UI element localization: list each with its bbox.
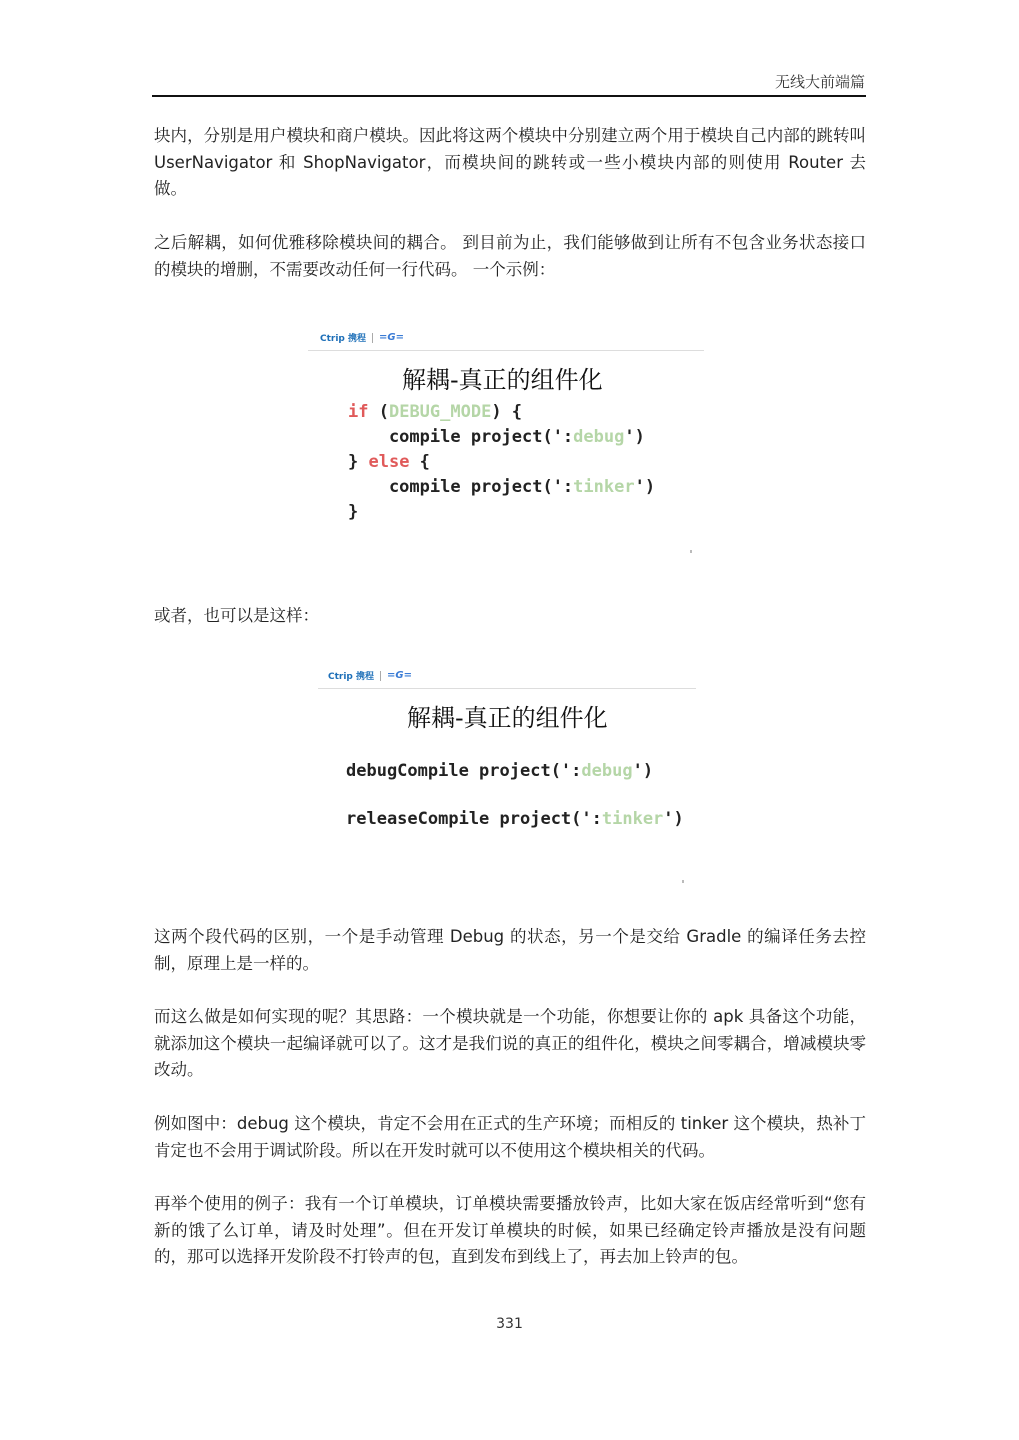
slide-logo <box>320 331 404 344</box>
code-line-release-compile: releaseCompile project(':tinker') <box>346 809 684 829</box>
slide-divider <box>308 350 704 351</box>
code-literal-tinker: tinker <box>573 477 635 497</box>
code-keyword-if: if <box>348 402 369 422</box>
page-header-title: 无线大前端篇 <box>774 73 865 91</box>
code-line: if (DEBUG_MODE) { <box>348 402 523 422</box>
slide-title: 解耦-真正的组件化 <box>402 366 603 394</box>
code-block <box>348 400 655 525</box>
code-line: } <box>348 502 359 522</box>
paragraph-intro: 块内，分别是用户模块和商户模块。因此将这两个模块中分别建立两个用于模块自己内部的跳转叫 UserNavigator 和 ShopNavigator，而模块间的跳转或一些小模块内部的则使用 Router 去做。 <box>154 126 866 198</box>
code-literal-debug: debug <box>573 427 625 447</box>
slide-title: 解耦-真正的组件化 <box>407 704 608 732</box>
paragraph-alternative: 或者，也可以是这样： <box>154 606 319 625</box>
code-keyword-else: else <box>368 452 410 472</box>
code-literal-debug: debug <box>581 761 633 781</box>
g-logo-icon: =G= <box>379 332 404 343</box>
code-line: compile project(':debug') <box>348 427 645 447</box>
code-line: } else { <box>348 452 430 472</box>
paragraph-order-example: 再举个使用的例子：我有一个订单模块，订单模块需要播放铃声，比如大家在饭店经常听到“您有新的饿了么订单，请及时处理”。但在开发订单模块的时候，如果已经确定铃声播放是没有问题的，那可以选择开发阶段不打铃声的包，直到发布到线上了，再去加上铃声的包。 <box>154 1194 866 1266</box>
code-literal-tinker: tinker <box>601 809 664 829</box>
g-logo-icon: =G= <box>387 670 412 681</box>
code-line-debug-compile: debugCompile project(':debug') <box>346 761 654 781</box>
slide-divider <box>318 688 696 689</box>
slide-logo <box>328 669 412 682</box>
slide-artifact-dot <box>682 880 684 883</box>
paragraph-example: 例如图中：debug 这个模块，肯定不会用在正式的生产环境；而相反的 tinker 这个模块，热补丁肯定也不会用于调试阶段。所以在开发时就可以不使用这个模块相关的代码。 <box>154 1114 866 1160</box>
ctrip-logo-icon: Ctrip 携程 <box>328 672 375 682</box>
paragraph-decoupling: 之后解耦，如何优雅移除模块间的耦合。 到目前为止，我们能够做到让所有不包含业务状态接口的模块的增删，不需要改动任何一行代码。 一个示例： <box>154 233 866 279</box>
logo-separator <box>380 671 381 681</box>
slide-image-1 <box>308 322 724 562</box>
code-debug-mode: DEBUG_MODE <box>388 402 492 422</box>
header-divider <box>152 95 866 97</box>
slide-artifact-dot <box>690 550 692 553</box>
paragraph-difference: 这两个段代码的区别，一个是手动管理 Debug 的状态，另一个是交给 Gradle 的编译任务去控制，原理上是一样的。 <box>154 927 866 973</box>
code-line: compile project(':tinker') <box>348 477 656 497</box>
page-number: 331 <box>496 1316 523 1332</box>
slide-image-2 <box>318 660 698 890</box>
paragraph-implementation: 而这么做是如何实现的呢？其思路：一个模块就是一个功能，你想要让你的 apk 具备这个功能，就添加这个模块一起编译就可以了。这才是我们说的真正的组件化，模块之间零耦合，增减模块零改动。 <box>154 1007 866 1079</box>
ctrip-logo-icon: Ctrip 携程 <box>320 334 367 344</box>
logo-separator <box>372 333 373 343</box>
